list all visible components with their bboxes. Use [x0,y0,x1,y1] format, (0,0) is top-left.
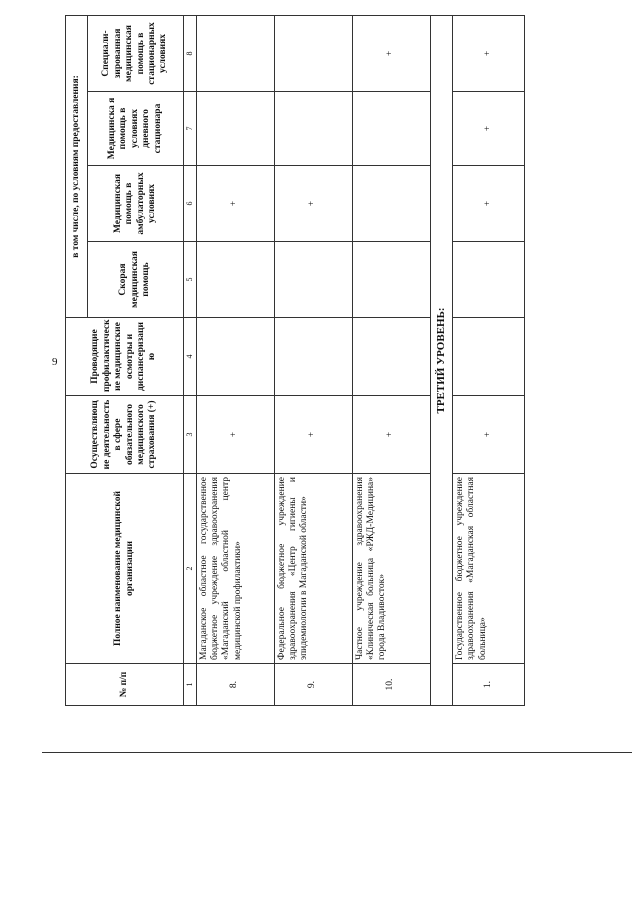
header-name: Полное наименование медицинской организации [66,474,184,664]
day-cell [352,92,430,166]
row-num: 8. [196,664,274,706]
col-number: 7 [184,92,197,166]
header-ambul: Медицинская помощь в амбулаторных условиях [88,166,184,242]
oms-cell: + [452,396,524,474]
spec-cell [196,15,274,91]
amb-cell [274,242,352,318]
table-row [196,15,274,705]
table-row [274,15,352,705]
oms-cell: + [274,396,352,474]
spec-cell: + [352,15,430,91]
ambul-cell [352,166,430,242]
day-cell [274,92,352,166]
level-title: ТРЕТИЙ УРОВЕНЬ: [430,15,452,705]
row-num: 1. [452,664,524,706]
header-spec: Специали-зированная медицинская помощь в стационарных условиях [88,15,184,91]
ambul-cell: + [274,166,352,242]
header-oms: Осуществляющ ие деятельность в сфере обязательного медицинского страхования (+) [66,396,184,474]
prof-cell [196,318,274,396]
bottom-rule [42,752,632,753]
amb-cell [196,242,274,318]
col-number: 5 [184,242,197,318]
organizations-table [65,15,525,706]
spec-cell [274,15,352,91]
oms-cell: + [196,396,274,474]
col-number: 8 [184,15,197,91]
prof-cell [352,318,430,396]
header-amb: Скорая медицинская помощь [88,242,184,318]
org-name: Федеральное бюджетное учреждение здравоохранения «Центр гигиены и эпидемиологии в Магаданской области» [274,474,352,664]
table-row [452,15,524,705]
ambul-cell: + [452,166,524,242]
col-number: 2 [184,474,197,664]
header-num: № п/п [66,664,184,706]
org-name: Государственное бюджетное учреждение здравоохранения «Магаданская областная больница» [452,474,524,664]
ambul-cell: + [196,166,274,242]
prof-cell [274,318,352,396]
page-number: 9 [52,356,58,368]
col-number: 3 [184,396,197,474]
rotated-table-wrapper [65,16,594,706]
col-number: 6 [184,166,197,242]
header-day: Медицинска я помощь в условиях дневного стационара [88,92,184,166]
row-num: 10. [352,664,430,706]
day-cell [196,92,274,166]
amb-cell [352,242,430,318]
spec-cell: + [452,15,524,91]
col-number: 1 [184,664,197,706]
org-name: Частное учреждение здравоохранения «Клиническая больница «РЖД-Медицина» города Владивосток» [352,474,430,664]
prof-cell [452,318,524,396]
oms-cell: + [352,396,430,474]
level-row [430,15,452,705]
header-prof: Проводящие профилактическ ие медицинские осмотры и диспансеризаци ю [66,318,184,396]
header-group: в том числе, по условиям предоставления: [66,15,88,317]
column-numbers-row [184,15,197,705]
day-cell: + [452,92,524,166]
col-number: 4 [184,318,197,396]
row-num: 9. [274,664,352,706]
table-row [352,15,430,705]
amb-cell [452,242,524,318]
org-name: Магаданское областное государственное бюджетное учреждение здравоохранения «Магаданский областной центр медицинской профилактики» [196,474,274,664]
